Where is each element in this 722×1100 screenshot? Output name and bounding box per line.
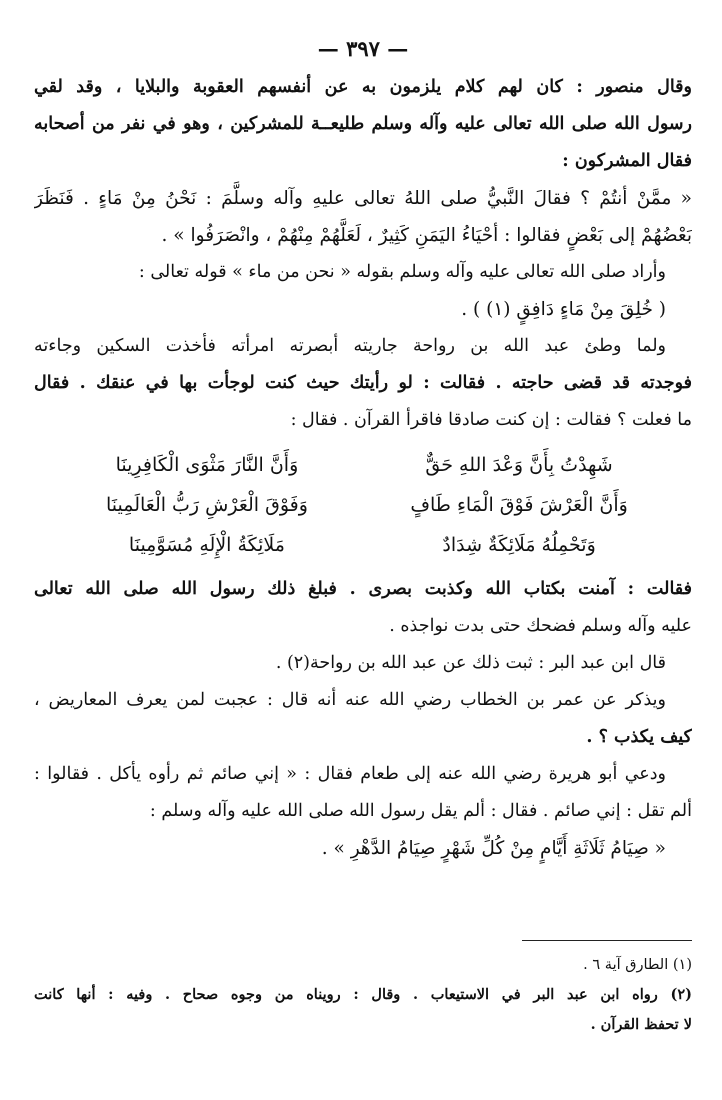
text-line: وأراد صلى الله تعالى عليه وآله وسلم بقوله « نحن من ماء » قوله تعالى : bbox=[138, 262, 666, 282]
footnote: (١) الطارق آية ٦ . bbox=[583, 957, 692, 973]
text-line: بَعْضُهُمْ إلى بَعْضٍ فقالوا : أحْيَاءُ اليَمَنِ كَثِيرٌ ، لَعَلَّهُمْ مِنْهُمْ ، وانْصَرَفُوا » . bbox=[161, 225, 692, 246]
poem-first-hemistich: شَهِدْتُ بِأَنَّ وَعْدَ اللهِ حَقٌّ bbox=[425, 454, 613, 476]
poem bbox=[34, 445, 692, 565]
poem-second-hemistich: وَفَوْقَ الْعَرْشِ رَبُّ الْعَالَمِينَا bbox=[105, 494, 308, 516]
footnote-separator bbox=[522, 940, 692, 941]
poem-verse bbox=[34, 445, 692, 485]
paragraph-ibn-rawaha bbox=[34, 328, 692, 439]
quote-prophet-water bbox=[34, 180, 692, 254]
text-line: ولما وطئ عبد الله بن رواحة جاريته أبصرته امرأته فأخذت السكين وجاءته bbox=[34, 336, 666, 356]
page-number: — ٣٩٧ — bbox=[317, 36, 409, 61]
footnotes bbox=[34, 950, 692, 1040]
footnote: (٢) رواه ابن عبد البر في الاستيعاب . وقال : رويناه من وجوه صحاح . وفيه : أنها كانت bbox=[34, 986, 692, 1003]
poem-verse bbox=[34, 525, 692, 565]
poem-verse bbox=[34, 485, 692, 525]
paragraph-explanation bbox=[34, 254, 692, 328]
text-line: وقال منصور : كان لهم كلام يلزمون به عن أنفسهم العقوبة والبلايا ، وقد لقي bbox=[34, 77, 692, 97]
poem-second-hemistich: مَلَائِكَةُ الْإِلَهِ مُسَوَّمِينَا bbox=[128, 534, 285, 556]
text-line: رسول الله صلى الله تعالى عليه وآله وسلم طليعــة للمشركين ، وهو في نفر من أصحابه bbox=[34, 114, 692, 134]
poem-first-hemistich: وَأَنَّ الْعَرْشَ فَوْقَ الْمَاءِ طَافٍ bbox=[410, 494, 628, 516]
text-line: عليه وآله وسلم فضحك حتى بدت نواجذه . bbox=[389, 616, 692, 636]
text-line: ويذكر عن عمر بن الخطاب رضي الله عنه أنه قال : عجبت لمن يعرف المعاريض ، bbox=[34, 690, 666, 710]
text-line: « ممَّنْ أنتُمْ ؟ فقالَ النَّبيُّ صلى اللهُ تعالى عليهِ وآله وسلَّمَ : نَحْنُ مِنْ مَاءٍ . فَنَظَرَ bbox=[34, 188, 692, 209]
quran-verse: ( خُلِقَ مِنْ مَاءٍ دَافِقٍ (١) ) . bbox=[461, 299, 666, 320]
text-line: ألم تقل : إني صائم . فقال : ألم يقل رسول الله صلى الله عليه وآله وسلم : bbox=[149, 801, 692, 821]
text-line: كيف يكذب ؟ . bbox=[586, 727, 692, 747]
text-line: فقالت : آمنت بكتاب الله وكذبت بصرى . فبلغ ذلك رسول الله صلى الله تعالى bbox=[34, 579, 692, 599]
paragraph-abu-hurayra bbox=[34, 756, 692, 867]
text-line: فقال المشركون : bbox=[562, 151, 692, 171]
paragraph-reply bbox=[34, 571, 692, 645]
paragraph-mansour bbox=[34, 69, 692, 180]
paragraph-ibn-abd-al-barr bbox=[34, 645, 692, 682]
hadith-quote: « صِيَامُ ثَلَاثَةِ أَيَّامٍ مِنْ كُلِّ شَهْرٍ صِيَامُ الدَّهْرِ » . bbox=[321, 838, 666, 859]
text-line: ودعي أبو هريرة رضي الله عنه إلى طعام فقال : « إني صائم ثم رأوه يأكل . فقالوا : bbox=[34, 764, 666, 784]
poem-second-hemistich: وَأَنَّ النَّارَ مَثْوَى الْكَافِرِينَا bbox=[115, 454, 299, 476]
text-line: قال ابن عبد البر : ثبت ذلك عن عبد الله بن رواحة(٢) . bbox=[275, 653, 666, 673]
text-line: فوجدته قد قضى حاجته . فقالت : لو رأيتك حيث كنت لوجأت بها في عنقك . فقال bbox=[34, 373, 692, 393]
footnote: لا تحفظ القرآن . bbox=[590, 1016, 692, 1033]
text-line: ما فعلت ؟ فقالت : إن كنت صادقا فاقرأ القرآن . فقال : bbox=[290, 410, 692, 430]
paragraph-omar bbox=[34, 682, 692, 756]
poem-first-hemistich: وَتَحْمِلُهُ مَلَائِكَةٌ شِدَادٌ bbox=[442, 534, 596, 556]
